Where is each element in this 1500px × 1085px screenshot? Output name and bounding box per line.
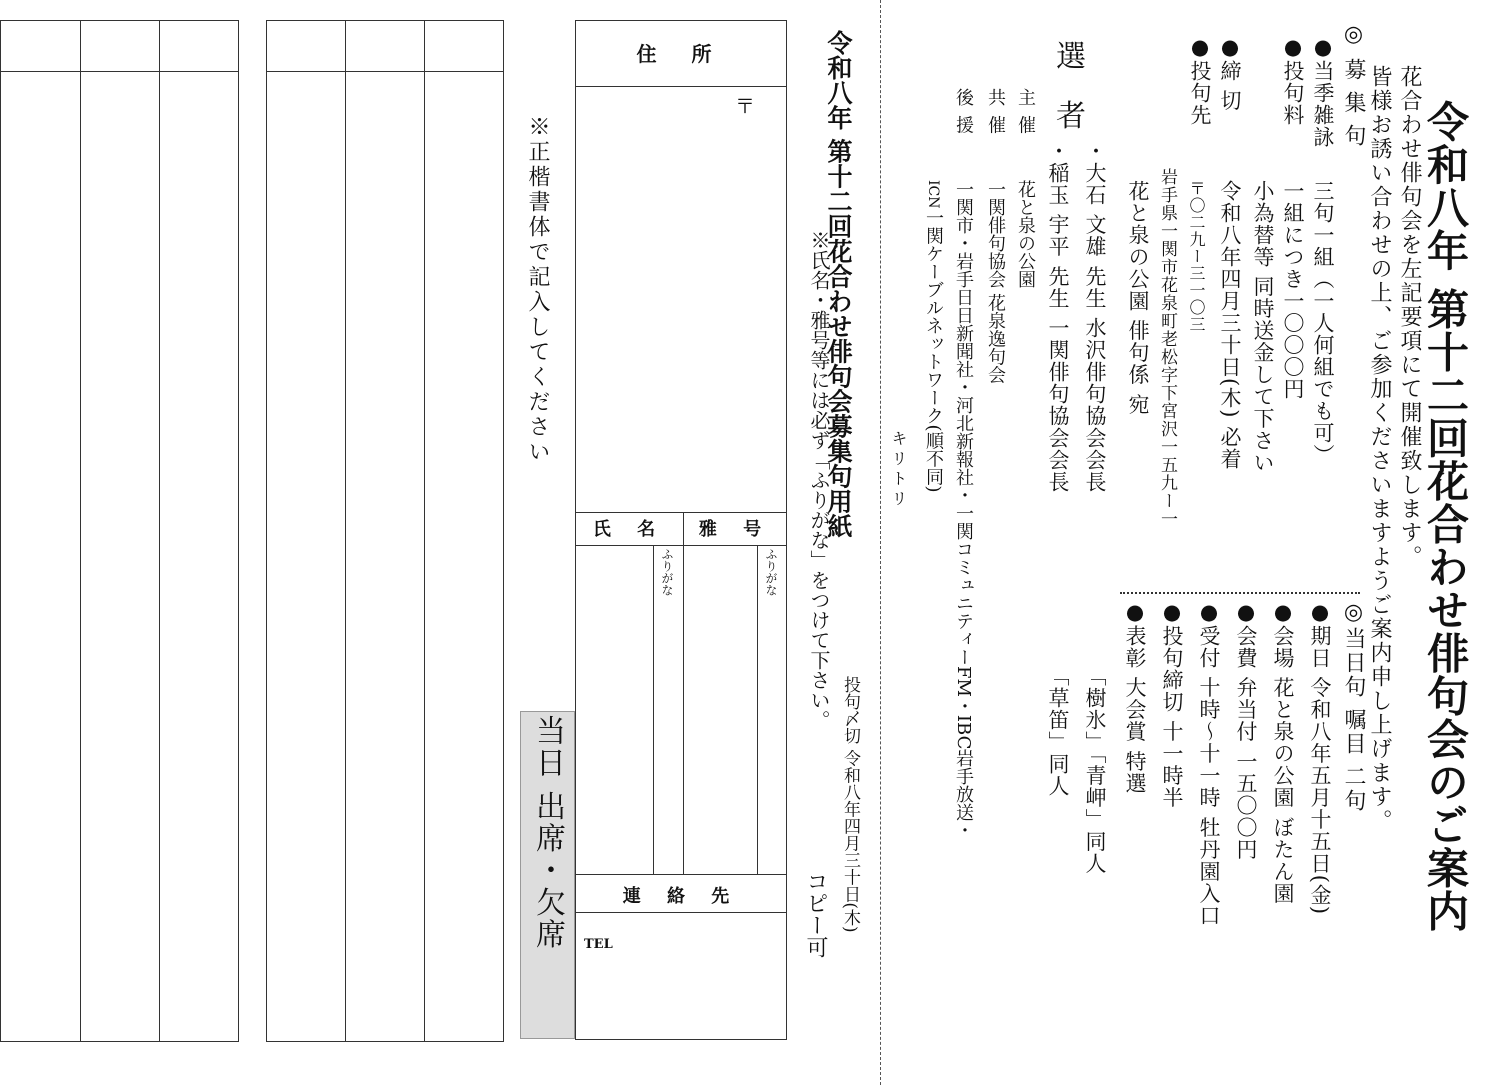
recruit-value-address: 岩手県一関市花泉町老松字下宮沢一五九ー一 [1157,168,1177,528]
name-label: 氏 名 [592,519,666,540]
grid-divider [159,20,160,1042]
write-note: ※正楷書体で記入してください [525,115,550,465]
haiku-field[interactable] [347,74,423,1039]
info-divider [757,545,758,874]
dayof-submit-deadline: ●投句締切 十一時半 [1160,600,1184,809]
dayof-fee: ●会費 弁当付 一五〇〇円 [1234,600,1258,861]
form-copy-ok: コピー可 [803,870,828,958]
support-label: 後 援 [953,88,974,136]
dayof-venue: ●会場 花と泉の公園 ぼたん園 [1271,600,1295,905]
dayof-reception: ●受付 十時〜十一時 牡丹園入口 [1197,600,1221,927]
recruit-label-fee: ●投句料 [1281,35,1305,126]
info-divider [575,912,787,913]
intro-line-2: 皆様お誘い合わせの上、ご参加くださいますようご案内申し上げます。 [1367,65,1392,833]
info-divider [653,545,654,874]
haiku-field[interactable] [161,74,237,1039]
recruit-value-deadline: 令和八年四月三十日(木) 必着 [1218,180,1242,471]
recruit-label-deadline: ●締 切 [1218,35,1242,112]
cut-line [880,0,881,1085]
address-label: 住 所 [636,42,726,66]
recruit-header: ◎ 募 集 句 [1341,22,1366,148]
haiku-field[interactable] [82,74,158,1039]
support-value-1: 一関市・岩手日日新聞社・河北新報社・一関コミュニティーFM・IBC岩手放送・ [953,180,974,840]
judge-2: ・稲玉 宇平 先生 一関俳句協会会長 [1046,140,1070,494]
form-deadline: 投句〆切 令和八年四月三十日(木) [840,676,860,933]
judge-1-group: 「樹氷」「青岬」同人 [1083,665,1107,875]
dayof-awards: ●表彰 大会賞 特選 [1123,600,1147,795]
grid-divider [266,71,504,72]
info-divider [575,86,787,87]
pen-name-field[interactable] [687,550,753,870]
info-divider [575,512,787,513]
cohost-value: 一関俳句協会 花泉逸句会 [985,180,1006,384]
grid-divider [80,20,81,1042]
info-divider [575,545,787,546]
judge-1: ・大石 文雄 先生 水沢俳句協会会長 [1083,140,1107,494]
recruit-value-postal: 〒〇二九ー三一〇三 [1187,180,1206,333]
pen-name-furigana-label: ふりがな [764,548,778,596]
tel-field[interactable] [610,920,780,1030]
judges-header: 選 者 [1050,40,1085,140]
grid-divider [345,20,346,1042]
tel-label: TEL [584,937,613,952]
cohost-label: 共 催 [985,88,1006,136]
haiku-field[interactable] [2,74,78,1039]
haiku-field[interactable] [268,74,344,1039]
recruit-value-fee: 一組につき一〇〇〇円 [1281,180,1305,400]
dayof-date: ●期日 令和八年五月十五日(金) [1308,600,1332,916]
pen-name-label: 雅 号 [698,519,772,540]
info-divider [575,874,787,875]
host-value: 花と泉の公園 [1015,180,1036,288]
haiku-field[interactable] [426,74,502,1039]
judge-2-group: 「草笛」同人 [1046,665,1070,797]
name-field[interactable] [580,550,650,870]
attendance-label: 当日 出席・欠席 [530,715,565,951]
info-divider [683,512,684,874]
form-title: 令和八年 第十二回花合わせ俳句会募集句用紙 [824,30,853,539]
intro-line-1: 花合わせ俳句会を左記要項にて開催致します。 [1397,65,1422,569]
support-value-2: ICN一関ケーブルネットワーク(順不同) [923,180,944,493]
recruit-label-season: ●当季雑詠 [1311,35,1335,148]
postal-mark: 〒 [735,94,755,118]
name-furigana-label: ふりがな [660,548,674,596]
announcement-title: 令和八年 第十二回花合わせ俳句会のご案内 [1421,100,1470,933]
grid-divider [424,20,425,1042]
kiritori-label: キリトリ [889,430,908,510]
recruit-label-destination: ●投句先 [1188,35,1212,126]
section-divider [1120,592,1360,594]
recruit-value-season: 三句一組（一人何組でも可） [1311,180,1335,466]
grid-divider [0,71,239,72]
recruit-value-fee-note: 小為替等 同時送金して下さい [1251,180,1275,474]
recruit-value-recipient: 花と泉の公園 俳句係 宛 [1126,180,1150,416]
address-field[interactable] [580,92,780,507]
host-label: 主 催 [1015,88,1036,136]
dayof-header: ◎当日句 嘱目 二句 [1341,600,1366,813]
form-furigana-note: ※氏名・雅号等には必ず「ふりがな」をつけて下さい。 [807,230,831,730]
contact-label: 連 絡 先 [622,886,740,907]
